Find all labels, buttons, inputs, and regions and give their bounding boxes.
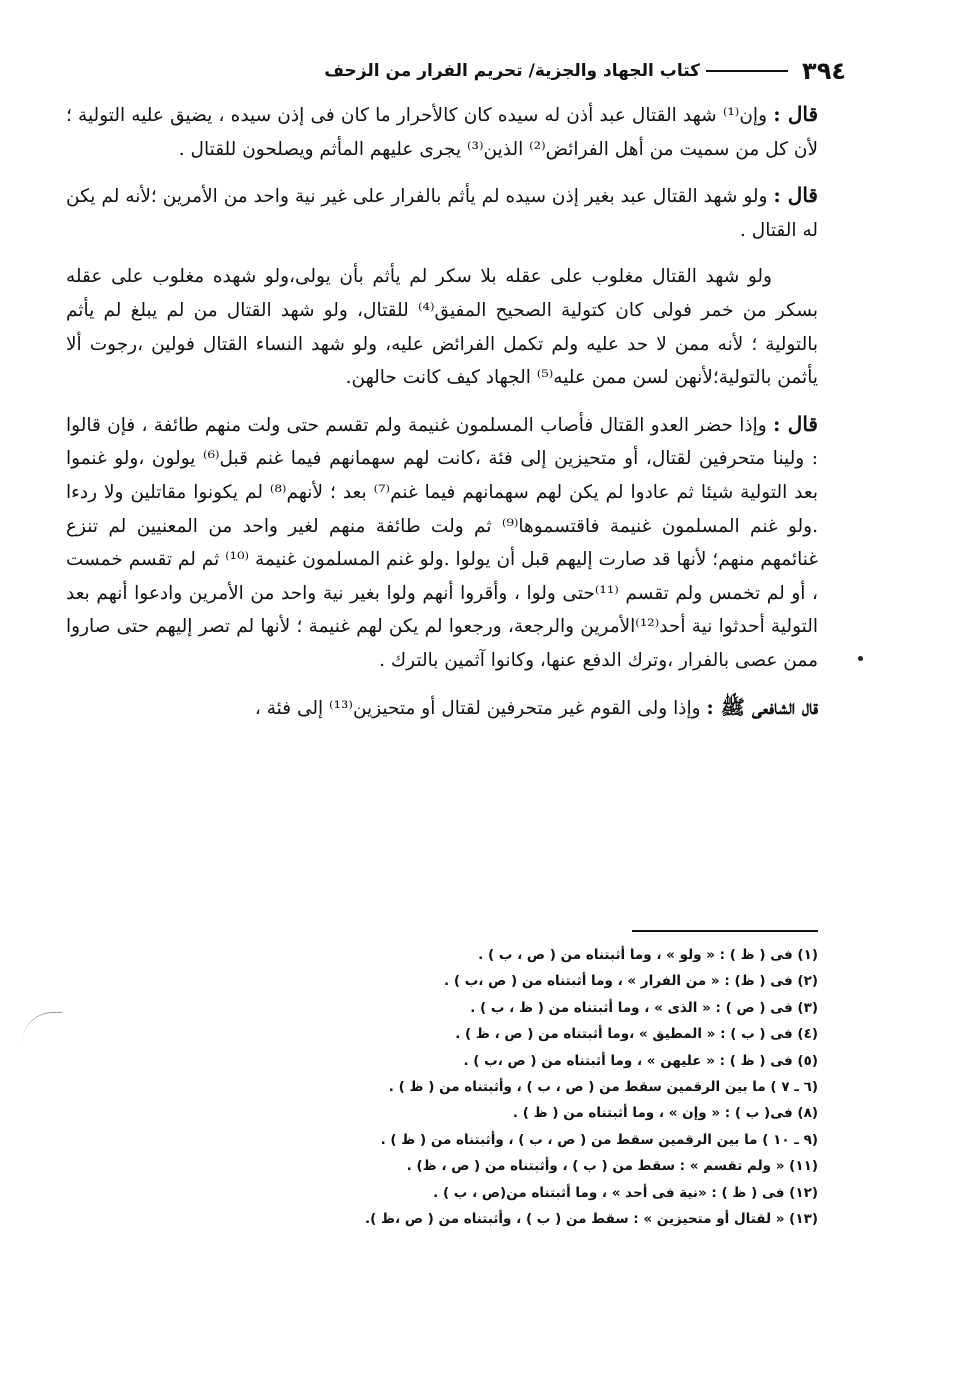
paragraph bbox=[66, 179, 818, 247]
paragraph-lead: قال : bbox=[773, 102, 819, 126]
paragraph bbox=[66, 408, 818, 678]
paragraph-lead: قال : bbox=[773, 411, 818, 436]
margin-scan-mark bbox=[22, 1012, 62, 1043]
paragraph-text: وإذا حضر العدو القتال فأصاب المسلمون غنيمة ولم تقسم حتى ولت منهم طائفة ، فإن قالوا : ولينا متحرفين لقتال، أو متحيزين إلى فئة ،كانت لهم سهمانهم فيما غنم قبل⁽⁶⁾ يولون ،ولو غنموا بعد التولية شيئا ثم عادوا لم يكن لهم سهمانهم فيما غنم⁽⁷⁾ بعد ؛ لأنهم⁽⁸⁾ لم يكونوا مقاتلين ولا ردءا .ولو غنم المسلمون غنيمة فاقتسموها⁽⁹⁾ ثم ولت طائفة منهم لغير واحد من المعنيين لم تنزع غنائمهم منهم؛ لأنها قد صارت إليهم قبل أن يولوا .ولو غنم المسلمون غنيمة ⁽¹⁰⁾ ثم لم تقسم خمست ، أو لم تخمس ولم تقسم ⁽¹¹⁾حتى ولوا ، وأقروا أنهم ولوا بغير نية واحد من الأمرين وادعوا أنهم بعد التولية أحدثوا نية أحد⁽¹²⁾الأمرين والرجعة، ورجعوا لم يكن لهم غنيمة ؛ لأنها لم تصر إليهم حتى صاروا ممن عصى بالفرار ،وترك الدفع عنها، وكانوا آثمين بالترك . bbox=[66, 414, 819, 671]
footnote-separator bbox=[632, 930, 818, 932]
paragraph-text: ولو شهد القتال مغلوب على عقله بلا سكر لم يأثم بأن يولى،ولو شهده مغلوب على عقله بسكر من خمر فولى كان كتولية الصحيح المفيق⁽⁴⁾ للقتال، ولو شهد القتال من لم يبلغ لم يأثم بالتولية ؛ لأنه ممن لا حد عليه ولم تكمل الفرائض عليه، ولو شهد النساء القتال فولين ،رجوت ألا يأثمن بالتولية؛لأنهن لسن ممن عليه⁽⁵⁾ الجهاد كيف كانت حالهن. bbox=[66, 266, 818, 389]
stray-ink-dot bbox=[858, 656, 863, 661]
footnote: (٨) فى( ب ) : « وإن » ، وما أثبتناه من ( ظ ) . bbox=[512, 1105, 818, 1122]
paragraph-lead: قال : bbox=[773, 183, 818, 208]
footnote: (٦ ـ ٧ ) ما بين الرقمين سقط من ( ص ، ب ) ، وأثبتناه من ( ظ ) . bbox=[388, 1079, 818, 1096]
main-text bbox=[66, 98, 818, 738]
paragraph-text: وإذا ولى القوم غير متحرفين لقتال أو متحيزين⁽¹³⁾ إلى فئة ، bbox=[254, 697, 707, 719]
footnote: (١) فى ( ظ ) : « ولو » ، وما أثبتناه من ( ص ، ب ) . bbox=[478, 947, 818, 963]
footnote: (١١) « ولم تقسم » : سقط من ( ب ) ، وأثبتناه من ( ص ، ظ) . bbox=[406, 1158, 818, 1175]
footnote: (٣) فى ( ص ) : « الذى » ، وما أثبتناه من ( ظ ، ب ) . bbox=[470, 999, 818, 1016]
paragraph bbox=[66, 691, 818, 726]
footnote: (٥) فى ( ظ ) : « عليهن » ، وما أثبتناه من ( ص ،ب ) . bbox=[463, 1052, 818, 1069]
paragraph bbox=[66, 98, 818, 166]
header-rule bbox=[706, 70, 788, 72]
footnote: (١٢) فى ( ظ ) : «نية فى أحد » ، وما أثبتناه من(ص ، ب ) . bbox=[433, 1184, 818, 1201]
footnote: (١٣) « لقتال أو متحيزين » : سقط من ( ب ) ، وأثبتناه من ( ص ،ظ ). bbox=[364, 1211, 818, 1228]
paragraph-lead: قال الشافعى ﷺ : bbox=[706, 694, 818, 719]
footnote: (٩ ـ ١٠ ) ما بين الرقمين سقط من ( ص ، ب ) ، وأثبتناه من ( ظ ) . bbox=[380, 1131, 818, 1148]
paragraph bbox=[66, 260, 818, 394]
footnote: (٢) فى ( ظ) : « من الفرار » ، وما أثبتناه من ( ص ،ب ) . bbox=[444, 973, 818, 990]
paragraph-text: وإن⁽¹⁾ شهد القتال عبد أذن له سيده كان كالأحرار ما كان فى إذن سيده ، يضيق عليه التولية ؛ لأن كل من سميت من أهل الفرائض⁽²⁾ الذين⁽³⁾ يجرى عليهم المأثم ويصلحون للقتال . bbox=[66, 105, 818, 160]
running-title: كتاب الجهاد والجزية/ تحريم الفرار من الزحف bbox=[324, 61, 701, 81]
footnote: (٤) فى ( ب ) : « المطيق » ،وما أثبتناه من ( ص ، ظ ) . bbox=[455, 1026, 818, 1043]
page-header bbox=[64, 54, 846, 88]
page-number: ٣٩٤ bbox=[802, 57, 846, 85]
paragraph-text: ولو شهد القتال عبد بغير إذن سيده لم يأثم بالفرار على غير نية واحد من الأمرين ؛لأنه لم يكن له القتال . bbox=[66, 186, 818, 241]
footnotes-list bbox=[220, 942, 818, 1232]
